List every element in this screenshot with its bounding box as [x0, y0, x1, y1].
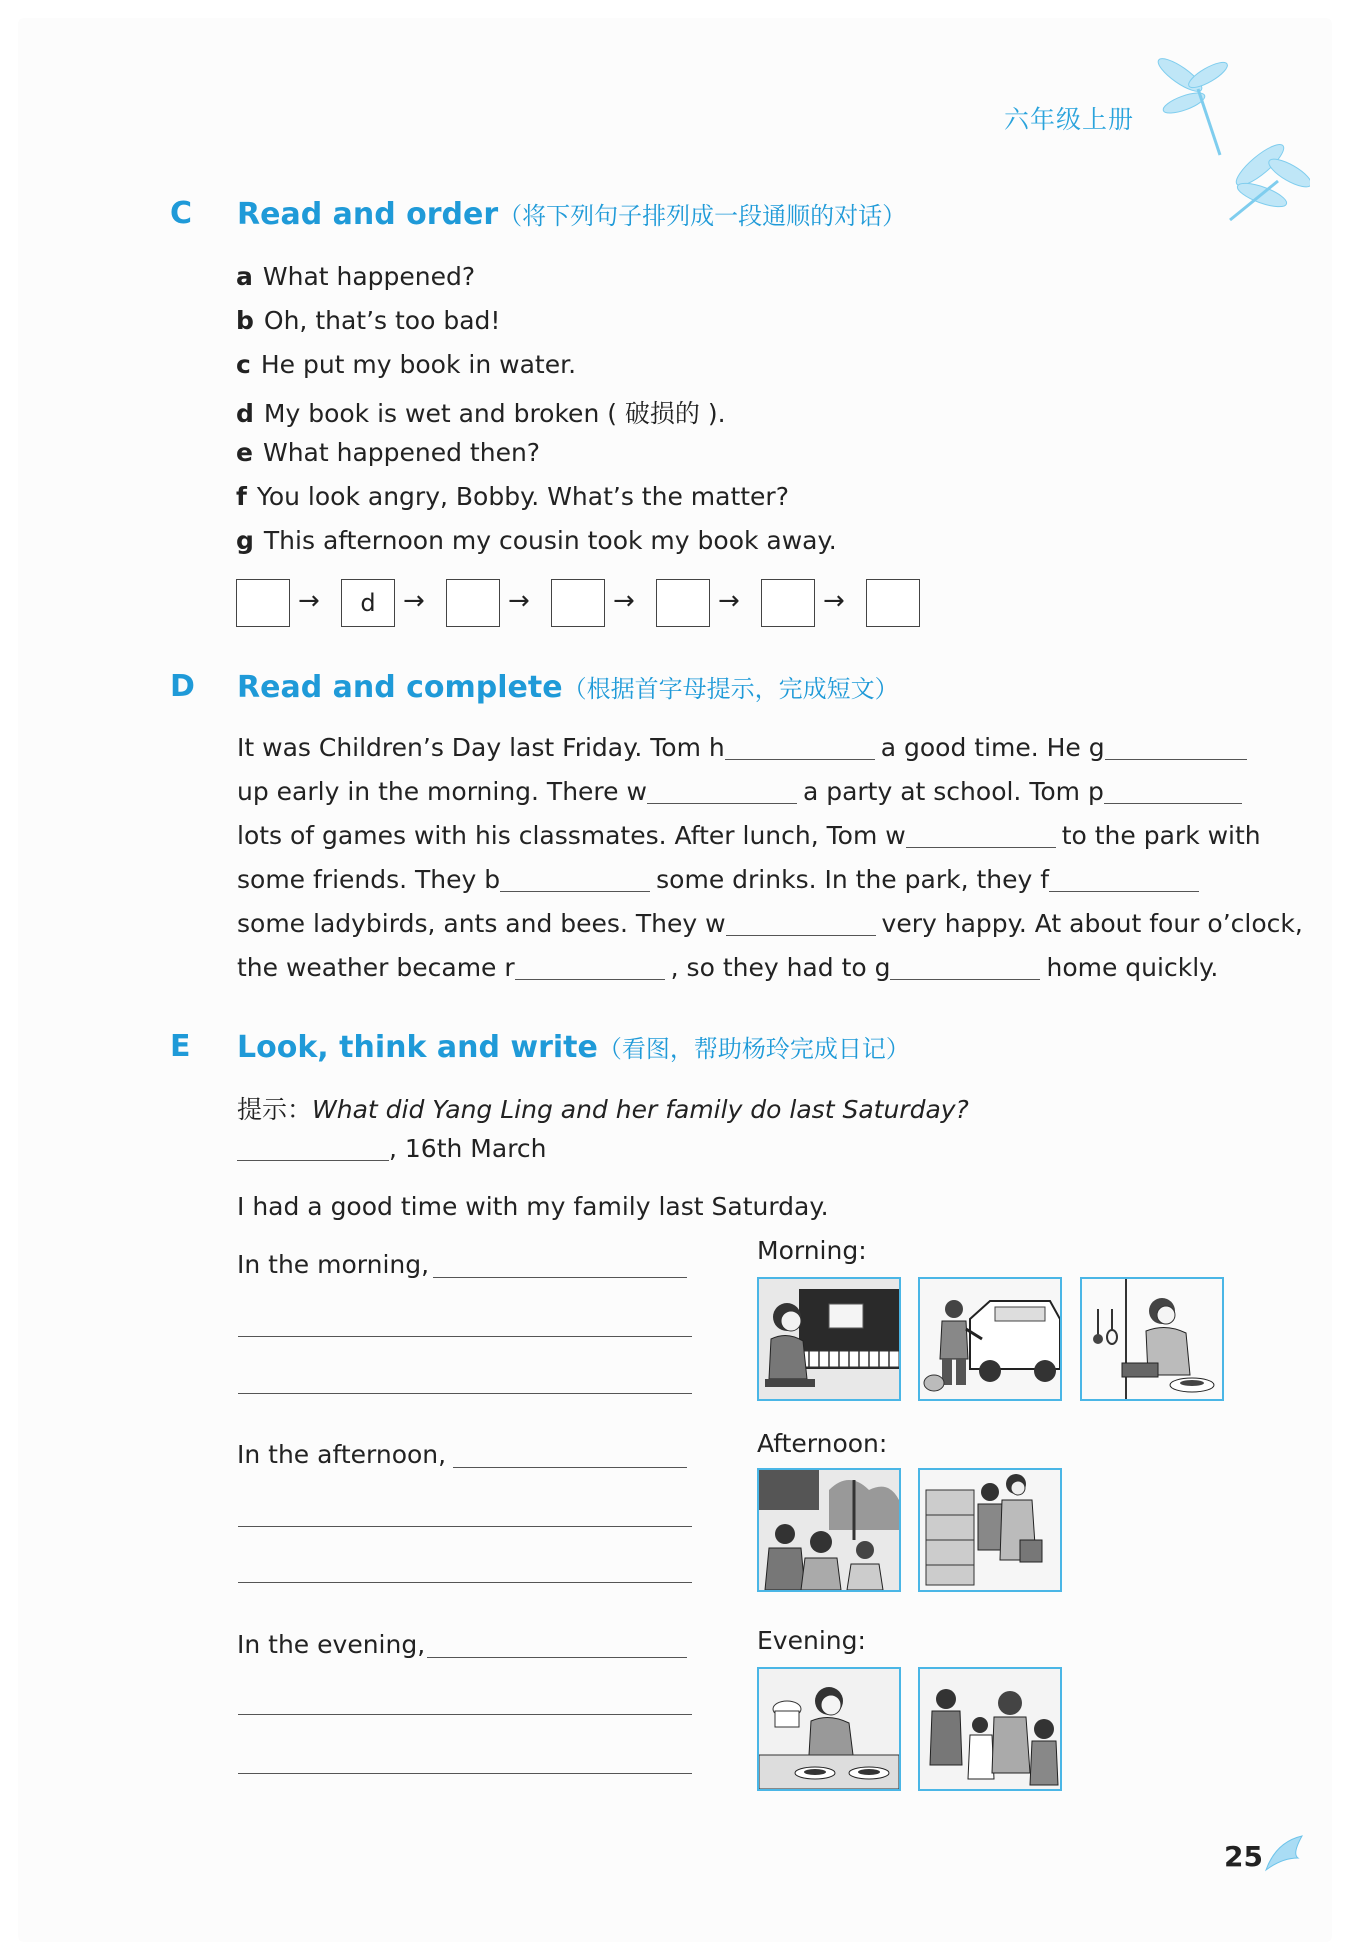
fill-blank[interactable] [1104, 802, 1242, 804]
fill-blank[interactable] [647, 802, 797, 804]
section-e-letter: E [170, 1029, 191, 1064]
paragraph-line: some friends. They b some drinks. In the park, they f [237, 858, 1205, 902]
order-box-5[interactable] [656, 579, 710, 627]
list-item: g This afternoon my cousin took my book away. [236, 526, 837, 555]
list-item: a What happened? [236, 262, 476, 291]
writing-line[interactable] [453, 1467, 687, 1468]
fill-blank[interactable] [1105, 758, 1247, 760]
evening-label: Evening: [757, 1626, 866, 1655]
leaf-icon [1262, 1834, 1306, 1874]
list-item: c He put my book in water. [236, 350, 577, 379]
order-box-6[interactable] [761, 579, 815, 627]
list-item: b Oh, that’s too bad! [236, 306, 501, 335]
writing-line[interactable] [238, 1714, 692, 1715]
car-washing-picture [918, 1277, 1062, 1401]
section-d-title [237, 669, 899, 705]
section-c-letter: C [170, 196, 193, 231]
paragraph-line: lots of games with his classmates. After lunch, Tom w to the park with [237, 821, 1261, 850]
section-d-letter: D [170, 669, 195, 704]
writing-line[interactable] [433, 1277, 687, 1278]
paragraph-line: It was Children’s Day last Friday. Tom h a good time. He g [237, 726, 1253, 770]
piano-playing-icon [759, 1279, 899, 1399]
dinner-picture [757, 1667, 901, 1791]
arrow-icon: → [298, 586, 320, 616]
grade-label: 六年级上册 [1004, 105, 1135, 134]
afternoon-prompt: In the afternoon, [237, 1440, 447, 1469]
fill-blank[interactable] [515, 978, 665, 980]
fill-blank[interactable] [725, 758, 875, 760]
morning-label: Morning: [757, 1236, 867, 1265]
arrow-icon: → [403, 586, 425, 616]
fill-blank[interactable] [890, 978, 1040, 980]
car-washing-icon [920, 1279, 1060, 1399]
section-e-title-en: Look, think and write [237, 1030, 598, 1065]
section-e-title-zh: （看图，帮助杨玲完成日记） [597, 1035, 910, 1063]
fill-blank[interactable] [500, 890, 650, 892]
order-box-1[interactable] [236, 579, 290, 627]
morning-prompt: In the morning, [237, 1250, 430, 1279]
order-box-2[interactable]: d [341, 579, 395, 627]
writing-line[interactable] [238, 1526, 692, 1527]
date-text: , 16th March [389, 1134, 547, 1163]
fill-blank[interactable] [906, 846, 1056, 848]
writing-line[interactable] [238, 1336, 692, 1337]
fill-blank[interactable] [1049, 890, 1199, 892]
family-walk-icon [920, 1669, 1060, 1789]
hint-label: 提示： [237, 1095, 313, 1124]
paragraph-line: some ladybirds, ants and bees. They w very happy. At about four o’clock, [237, 909, 1303, 938]
writing-line[interactable] [427, 1657, 687, 1658]
section-c-title-zh: （将下列句子排列成一段通顺的对话） [498, 202, 907, 230]
writing-line[interactable] [238, 1773, 692, 1774]
writing-line[interactable] [238, 1582, 692, 1583]
dragonfly-icon [1150, 45, 1310, 225]
shopping-icon [920, 1470, 1060, 1590]
order-box-7[interactable] [866, 579, 920, 627]
section-c-title-en: Read and order [237, 197, 499, 232]
page-number: 25 [1224, 1840, 1263, 1873]
cooking-icon [1082, 1279, 1222, 1399]
fill-blank[interactable] [726, 934, 876, 936]
hint-text: What did Yang Ling and her family do last Saturday? [312, 1095, 969, 1124]
date-line [237, 1134, 547, 1163]
order-box-3[interactable] [446, 579, 500, 627]
order-box-4[interactable] [551, 579, 605, 627]
section-e-title [237, 1029, 910, 1065]
cooking-picture [1080, 1277, 1224, 1401]
shopping-picture [918, 1468, 1062, 1592]
list-item: d My book is wet and broken ( 破损的 ). [236, 399, 726, 428]
family-evening-picture [918, 1667, 1062, 1791]
arrow-icon: → [823, 586, 845, 616]
weekday-blank[interactable] [237, 1159, 389, 1161]
arrow-icon: → [508, 586, 530, 616]
list-item: e What happened then? [236, 438, 541, 467]
evening-prompt: In the evening, [237, 1630, 426, 1659]
arrow-icon: → [718, 586, 740, 616]
dinner-icon [759, 1669, 899, 1789]
park-picture [757, 1468, 901, 1592]
paragraph-line: up early in the morning. There w a party at school. Tom p [237, 770, 1248, 814]
section-d-title-en: Read and complete [237, 670, 563, 705]
family-park-icon [759, 1470, 899, 1590]
list-item: f You look angry, Bobby. What’s the matter? [236, 482, 789, 511]
section-c-title [237, 196, 906, 232]
diary-intro: I had a good time with my family last Saturday. [237, 1192, 829, 1221]
writing-line[interactable] [238, 1393, 692, 1394]
afternoon-label: Afternoon: [757, 1429, 888, 1458]
piano-picture [757, 1277, 901, 1401]
arrow-icon: → [613, 586, 635, 616]
paragraph-line: the weather became r , so they had to g home quickly. [237, 953, 1219, 982]
section-d-title-zh: （根据首字母提示，完成短文） [562, 675, 899, 703]
hint-line [237, 1090, 969, 1126]
